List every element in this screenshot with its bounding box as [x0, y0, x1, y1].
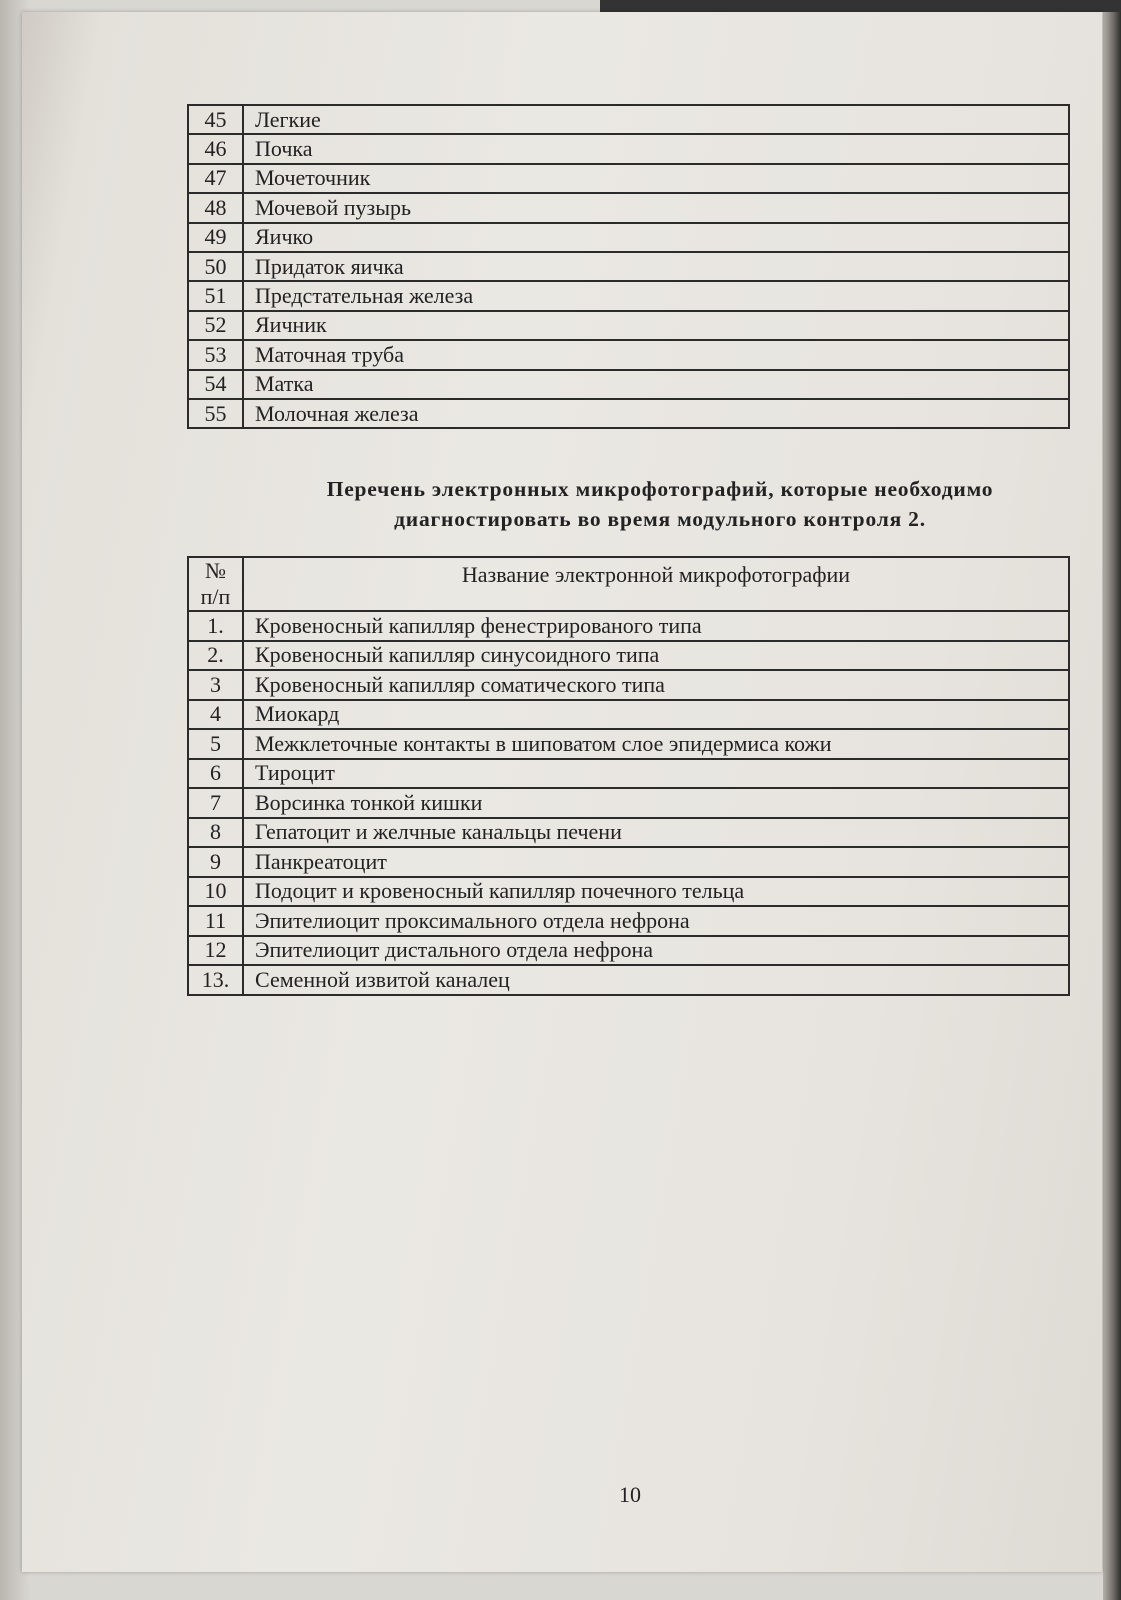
row-name: Панкреатоцит: [243, 847, 1069, 877]
table-row: [188, 641, 1069, 671]
organs-table: [187, 104, 1070, 429]
row-name: Тироцит: [243, 759, 1069, 789]
table-row: [188, 134, 1069, 163]
row-name: Легкие: [243, 105, 1069, 134]
scan-right-edge: [1103, 12, 1121, 1600]
row-name: Эпителиоцит дистального отдела нефрона: [243, 936, 1069, 966]
row-name: Кровеносный капилляр соматического типа: [243, 670, 1069, 700]
row-name: Придаток яичка: [243, 252, 1069, 281]
row-number: 10: [188, 877, 243, 907]
row-number: 45: [188, 105, 243, 134]
row-number: 7: [188, 788, 243, 818]
table-row: [188, 818, 1069, 848]
row-name: Яичник: [243, 311, 1069, 340]
row-number: 49: [188, 223, 243, 252]
table-row: [188, 340, 1069, 369]
table-row: [188, 729, 1069, 759]
row-number: 53: [188, 340, 243, 369]
row-name: Подоцит и кровеносный капилляр почечного тельца: [243, 877, 1069, 907]
row-name: Мочеточник: [243, 164, 1069, 193]
heading-line-2: диагностировать во время модульного контроля 2.: [394, 507, 926, 531]
micrographs-table-body: [188, 611, 1069, 995]
table-row: [188, 281, 1069, 310]
table-row: [188, 847, 1069, 877]
row-name: Гепатоцит и желчные канальцы печени: [243, 818, 1069, 848]
row-number: 13.: [188, 965, 243, 995]
row-name: Миокард: [243, 700, 1069, 730]
table-row: [188, 788, 1069, 818]
organs-table-body: [188, 105, 1069, 428]
table-row: [188, 252, 1069, 281]
table-row: [188, 399, 1069, 428]
row-name: Почка: [243, 134, 1069, 163]
row-number: 55: [188, 399, 243, 428]
scan-top-edge: [600, 0, 1121, 12]
table-row: [188, 877, 1069, 907]
row-number: 12: [188, 936, 243, 966]
table-row: [188, 611, 1069, 641]
table-row: [188, 105, 1069, 134]
section-heading: [240, 474, 1080, 534]
row-number: 8: [188, 818, 243, 848]
micrographs-table: [187, 556, 1070, 996]
row-number: 2.: [188, 641, 243, 671]
table-row: [188, 936, 1069, 966]
header-number-abbr: п/п: [200, 584, 231, 609]
row-number: 48: [188, 193, 243, 222]
table-row: [188, 700, 1069, 730]
row-number: 5: [188, 729, 243, 759]
row-name: Ворсинка тонкой кишки: [243, 788, 1069, 818]
row-name: Мочевой пузырь: [243, 193, 1069, 222]
row-number: 50: [188, 252, 243, 281]
heading-line-1: Перечень электронных микрофотографий, которые необходимо: [326, 477, 994, 501]
row-number: 47: [188, 164, 243, 193]
row-name: Семенной извитой каналец: [243, 965, 1069, 995]
row-number: 1.: [188, 611, 243, 641]
table-row: [188, 759, 1069, 789]
row-number: 9: [188, 847, 243, 877]
row-number: 11: [188, 906, 243, 936]
table-row: [188, 670, 1069, 700]
row-name: Эпителиоцит проксимального отдела нефрона: [243, 906, 1069, 936]
row-name: Маточная труба: [243, 340, 1069, 369]
row-name: Молочная железа: [243, 399, 1069, 428]
row-number: 6: [188, 759, 243, 789]
table-row: [188, 223, 1069, 252]
header-title-cell: Название электронной микрофотографии: [243, 557, 1069, 611]
row-number: 51: [188, 281, 243, 310]
row-number: 4: [188, 700, 243, 730]
table-header-row: [188, 557, 1069, 611]
header-number-cell: [188, 557, 243, 611]
header-number-symbol: №: [205, 558, 226, 583]
table-row: [188, 164, 1069, 193]
row-name: Кровеносный капилляр фенестрированого типа: [243, 611, 1069, 641]
row-number: 46: [188, 134, 243, 163]
row-name: Предстательная железа: [243, 281, 1069, 310]
row-name: Яичко: [243, 223, 1069, 252]
row-number: 54: [188, 370, 243, 399]
row-name: Матка: [243, 370, 1069, 399]
page-number: 10: [619, 1482, 641, 1507]
row-number: 3: [188, 670, 243, 700]
row-number: 52: [188, 311, 243, 340]
row-name: Межклеточные контакты в шиповатом слое эпидермиса кожи: [243, 729, 1069, 759]
table-row: [188, 370, 1069, 399]
table-row: [188, 311, 1069, 340]
row-name: Кровеносный капилляр синусоидного типа: [243, 641, 1069, 671]
table-row: [188, 193, 1069, 222]
table-row: [188, 965, 1069, 995]
table-row: [188, 906, 1069, 936]
